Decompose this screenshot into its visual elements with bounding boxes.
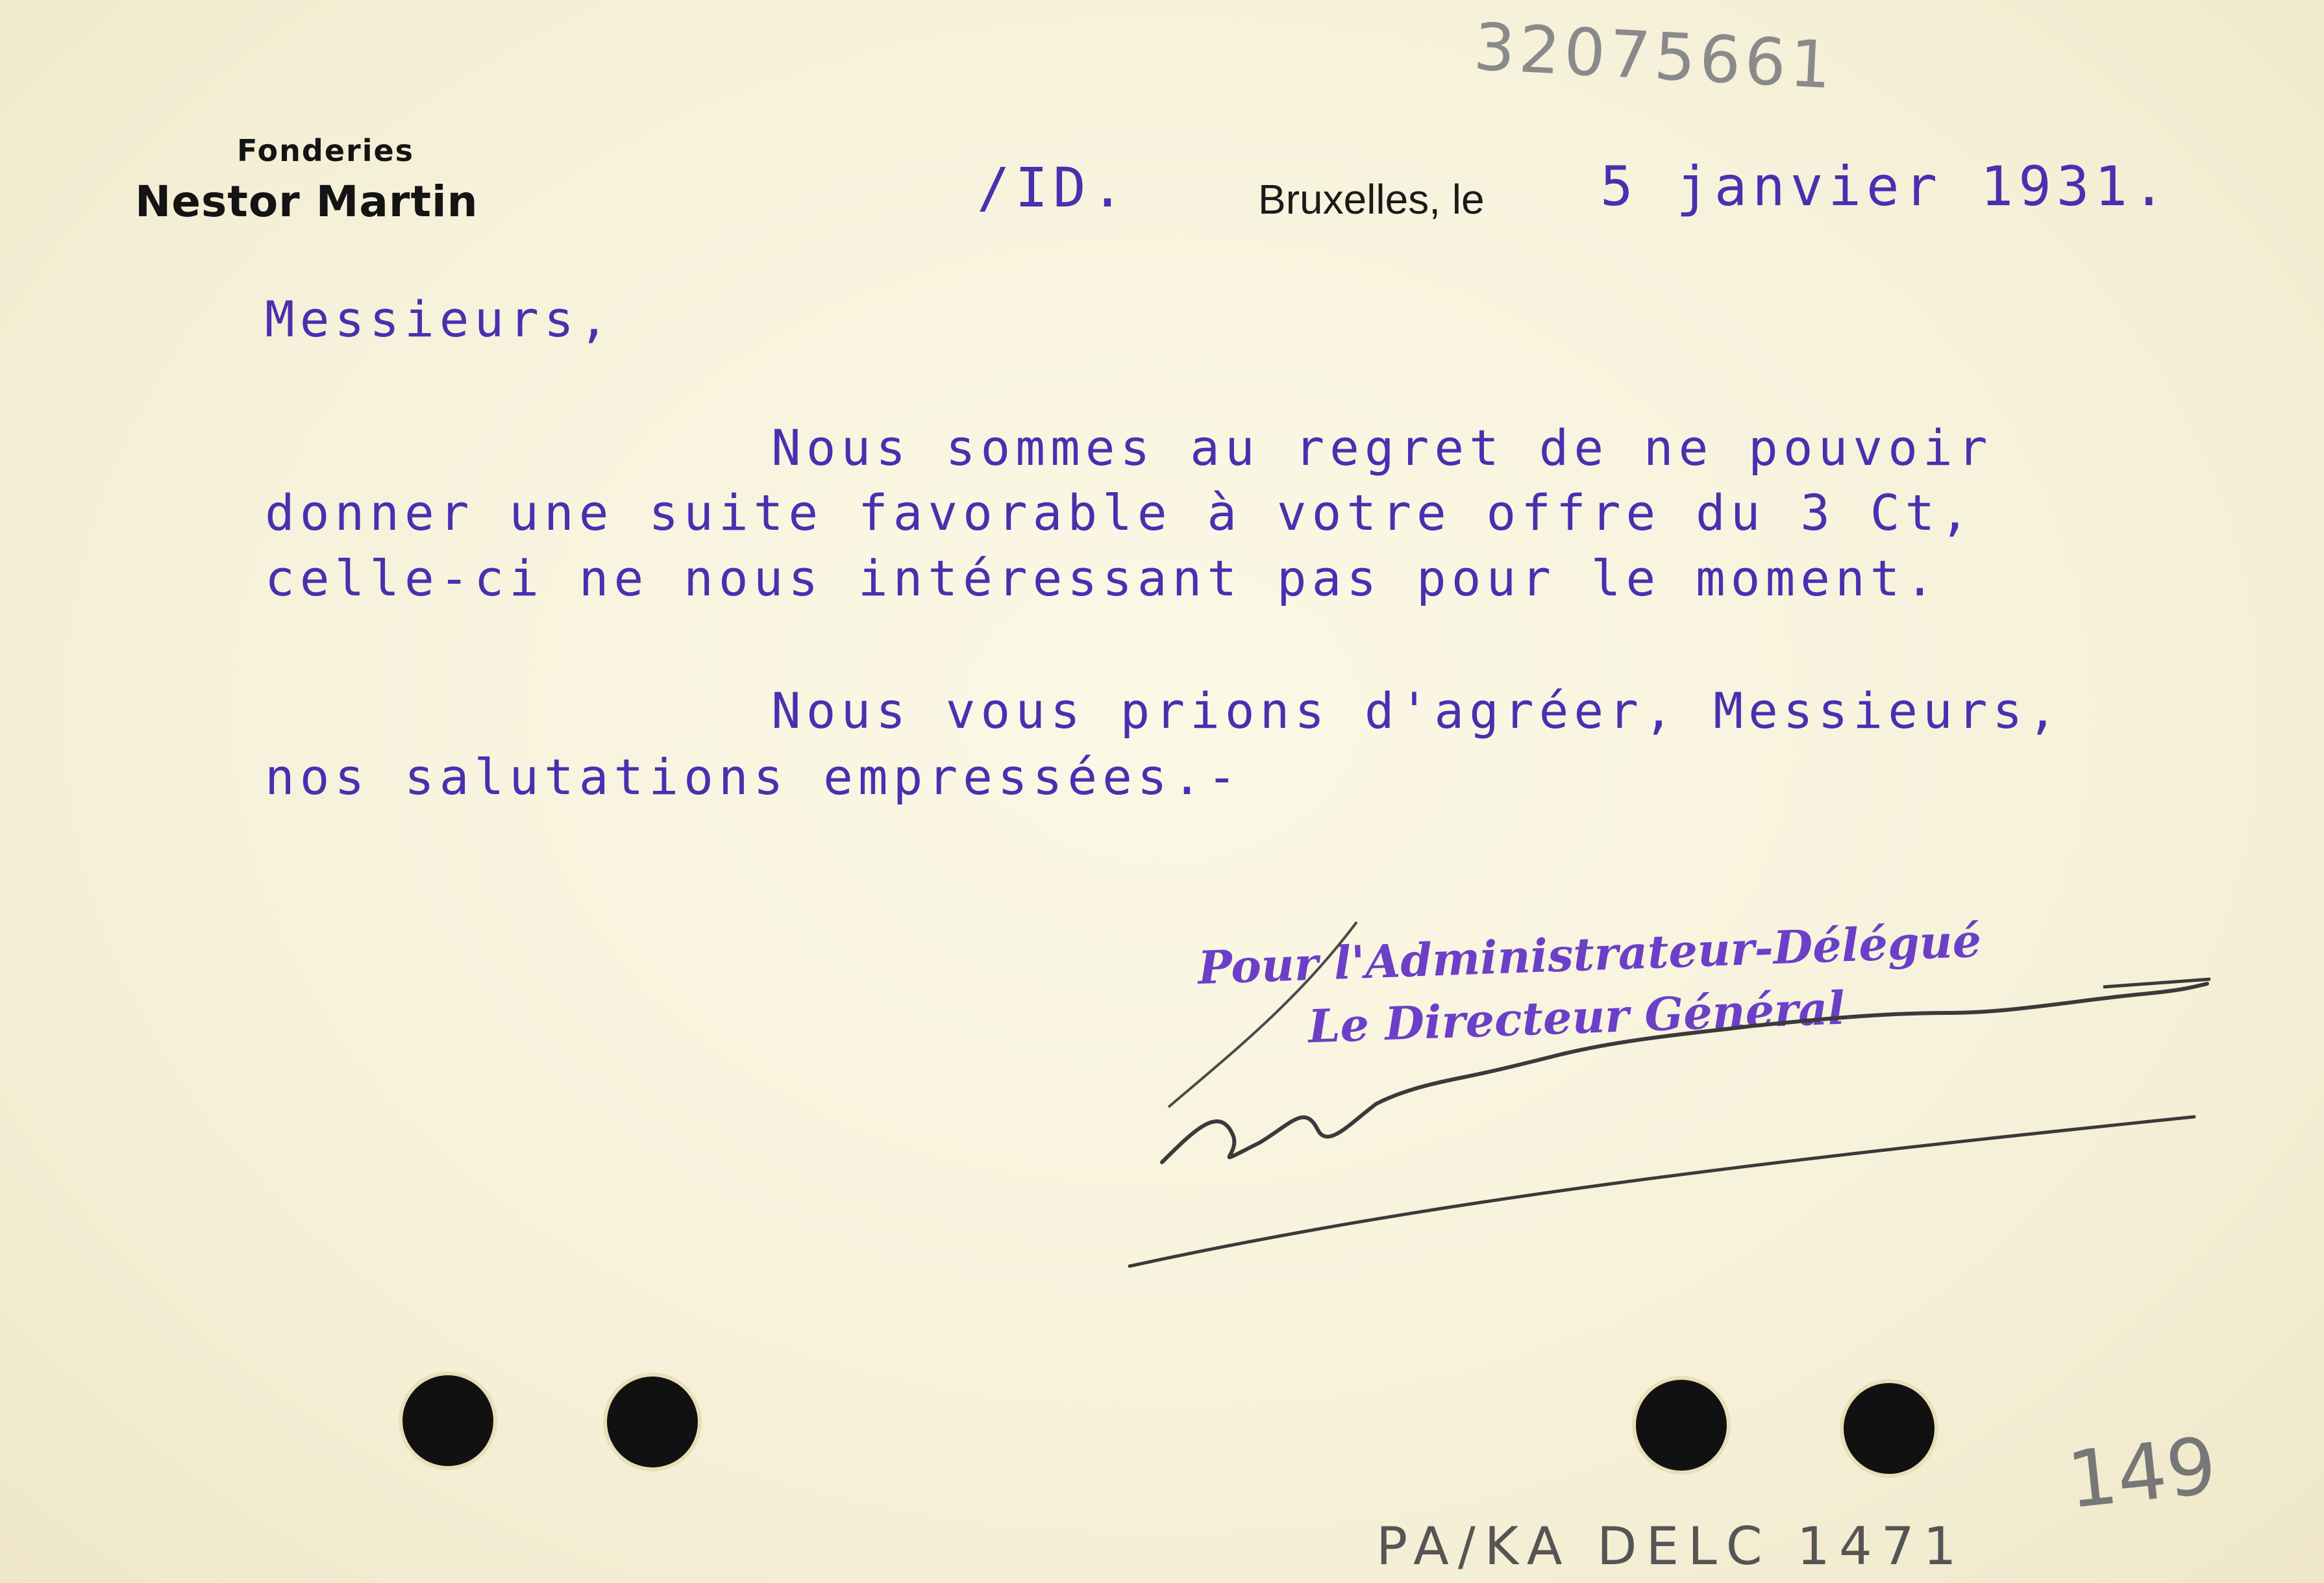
paragraph1-line: donner une suite favorable à votre offre du 3 Ct, (265, 484, 1975, 542)
paragraph2-line: Nous vous prions d'agréer, Messieurs, (771, 682, 2062, 740)
stamp-line1: Pour l'Administrateur-Délégué (1196, 913, 1983, 995)
letter-date: 5 janvier 1931. (1600, 155, 2171, 218)
punch-hole (1844, 1383, 1935, 1474)
punch-hole (402, 1375, 493, 1466)
punch-hole (607, 1377, 698, 1467)
place-label: Bruxelles, le (1258, 176, 1485, 223)
pencil-note-bottom: PA/KA DELC 1471 (1376, 1516, 1966, 1577)
salutation: Messieurs, (265, 290, 614, 348)
pencil-note-number: 149 (2063, 1421, 2221, 1527)
stamp-line2: Le Directeur Général (1307, 980, 1846, 1054)
paragraph1-line: celle-ci ne nous intéressant pas pour le moment. (265, 549, 1940, 607)
reference-code: /ID. (977, 156, 1130, 219)
letterhead-company-line1: Fonderies (237, 133, 415, 168)
paragraph1-line: Nous sommes au regret de ne pouvoir (771, 419, 1993, 477)
punch-hole (1636, 1380, 1727, 1471)
letterhead-company-name: Nestor Martin (135, 177, 478, 227)
paragraph2-line: nos salutations empressées.- (265, 748, 1242, 806)
pencil-note-top: 32075661 (1472, 8, 1837, 104)
